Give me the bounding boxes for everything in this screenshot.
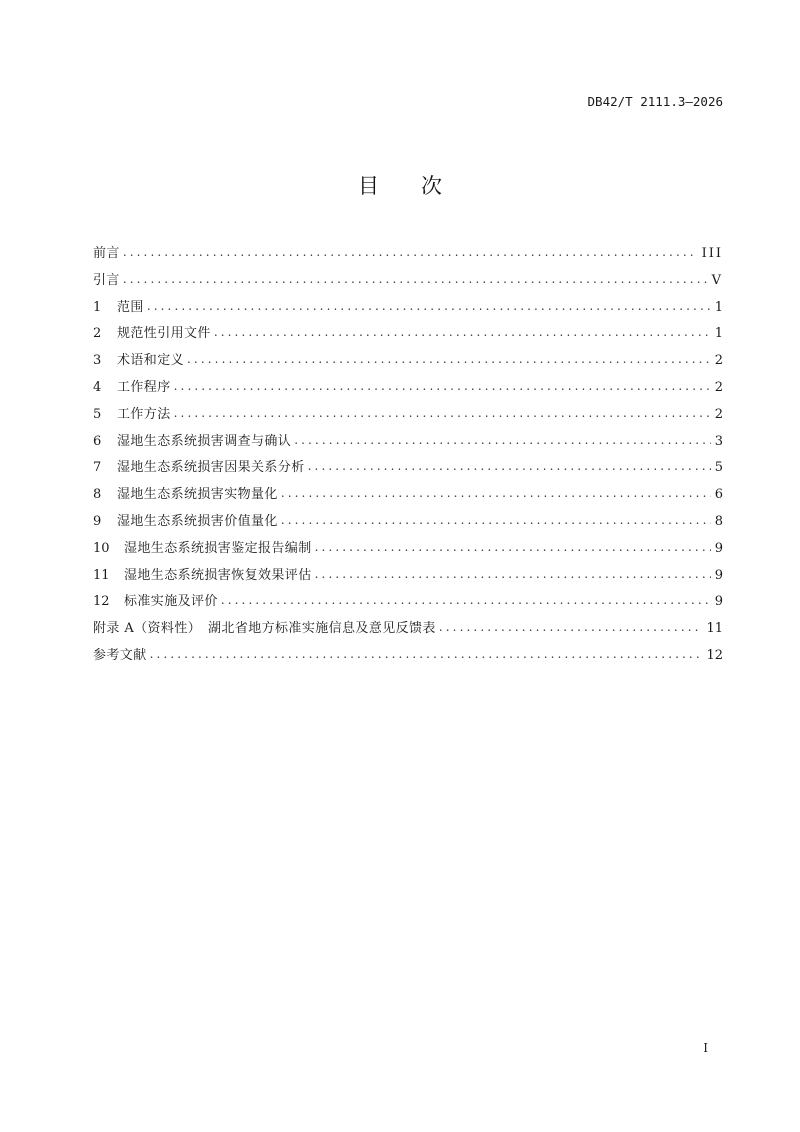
toc-entry-11[interactable]	[93, 562, 723, 589]
toc-entry-label: 湿地生态系统损害价值量化	[117, 513, 278, 529]
title-char-2: 次	[421, 174, 442, 198]
toc-entry-number: 9	[93, 513, 102, 529]
dot-leader	[439, 614, 703, 641]
toc-entry-page: 2	[714, 379, 723, 395]
toc-entry-number: 12	[93, 594, 110, 610]
dot-leader	[281, 480, 711, 507]
dot-leader	[315, 561, 711, 588]
toc-entry-6[interactable]	[93, 428, 723, 455]
toc-entry-7[interactable]	[93, 454, 723, 481]
toc-entry-page: 12	[706, 647, 723, 663]
toc-entry-bibliography[interactable]	[93, 642, 723, 669]
toc-entry-label: 湿地生态系统损害因果关系分析	[117, 460, 305, 476]
dot-leader	[147, 293, 711, 320]
title-char-1: 目	[358, 174, 379, 198]
toc-entry-label: 湿地生态系统损害恢复效果评估	[124, 567, 312, 583]
dot-leader	[294, 427, 711, 454]
toc-entry-number: 2	[93, 326, 102, 342]
toc-entry-label: 工作方法	[117, 406, 171, 422]
toc-entry-3[interactable]	[93, 347, 723, 374]
toc-entry-number: 3	[93, 353, 102, 369]
toc-entry-label: 标准实施及评价	[124, 594, 218, 610]
dot-leader	[123, 266, 708, 293]
toc-entry-label: 前言	[93, 246, 120, 261]
toc-entry-12[interactable]	[93, 588, 723, 615]
toc-entry-page: 1	[714, 299, 723, 315]
toc-entry-number: 5	[93, 406, 102, 422]
dot-leader	[150, 641, 703, 668]
toc-entry-10[interactable]	[93, 535, 723, 562]
toc-entry-page: 3	[714, 433, 723, 449]
toc-entry-label: 术语和定义	[117, 353, 185, 369]
toc-entry-9[interactable]	[93, 508, 723, 535]
toc-entry-number: 8	[93, 487, 102, 503]
toc-entry-number: 10	[93, 540, 110, 556]
dot-leader	[308, 453, 711, 480]
page-number: I	[703, 1041, 708, 1055]
dot-leader	[174, 400, 711, 427]
toc-entry-label: 规范性引用文件	[117, 326, 211, 342]
dot-leader	[315, 534, 711, 561]
dot-leader	[281, 507, 711, 534]
toc-entry-number: 6	[93, 433, 102, 449]
toc-entry-page: 9	[714, 567, 723, 583]
dot-leader	[214, 319, 711, 346]
toc-entry-foreword[interactable]	[93, 240, 723, 267]
toc-entry-page: 6	[714, 487, 723, 503]
dot-leader	[174, 373, 711, 400]
toc-entry-label: 湿地生态系统损害实物量化	[117, 487, 278, 503]
toc-entry-page: 2	[714, 406, 723, 422]
toc-entry-page: III	[701, 246, 723, 261]
toc-entry-appendix-a[interactable]	[93, 615, 723, 642]
page-title	[0, 170, 800, 200]
toc-entry-introduction[interactable]	[93, 267, 723, 294]
toc-entry-page: 9	[714, 594, 723, 610]
toc-entry-number: 1	[93, 299, 102, 315]
toc-entry-page: 11	[706, 621, 723, 637]
toc-entry-page: V	[711, 272, 723, 288]
table-of-contents	[93, 240, 723, 669]
toc-entry-label: 工作程序	[117, 379, 171, 395]
toc-entry-page: 9	[714, 540, 723, 556]
toc-entry-4[interactable]	[93, 374, 723, 401]
dot-leader	[123, 239, 698, 266]
toc-entry-5[interactable]	[93, 401, 723, 428]
toc-entry-label: 参考文献	[93, 647, 147, 663]
toc-entry-number: 4	[93, 379, 102, 395]
toc-entry-1[interactable]	[93, 294, 723, 321]
toc-entry-8[interactable]	[93, 481, 723, 508]
toc-entry-2[interactable]	[93, 320, 723, 347]
toc-entry-label: 范围	[117, 299, 144, 315]
toc-entry-label: 湿地生态系统损害调查与确认	[117, 433, 292, 449]
toc-entry-page: 2	[714, 353, 723, 369]
dot-leader	[187, 346, 711, 373]
toc-entry-number: 7	[93, 460, 102, 476]
toc-entry-label: 引言	[93, 272, 120, 288]
toc-entry-page: 5	[714, 460, 723, 476]
toc-entry-label: 湿地生态系统损害鉴定报告编制	[124, 540, 312, 556]
toc-entry-label: 附录 A（资料性） 湖北省地方标准实施信息及意见反馈表	[93, 621, 436, 637]
toc-entry-page: 8	[714, 513, 723, 529]
toc-entry-page: 1	[714, 326, 723, 342]
document-code: DB42/T 2111.3—2026	[587, 94, 723, 109]
toc-entry-number: 11	[93, 567, 110, 583]
dot-leader	[221, 587, 711, 614]
